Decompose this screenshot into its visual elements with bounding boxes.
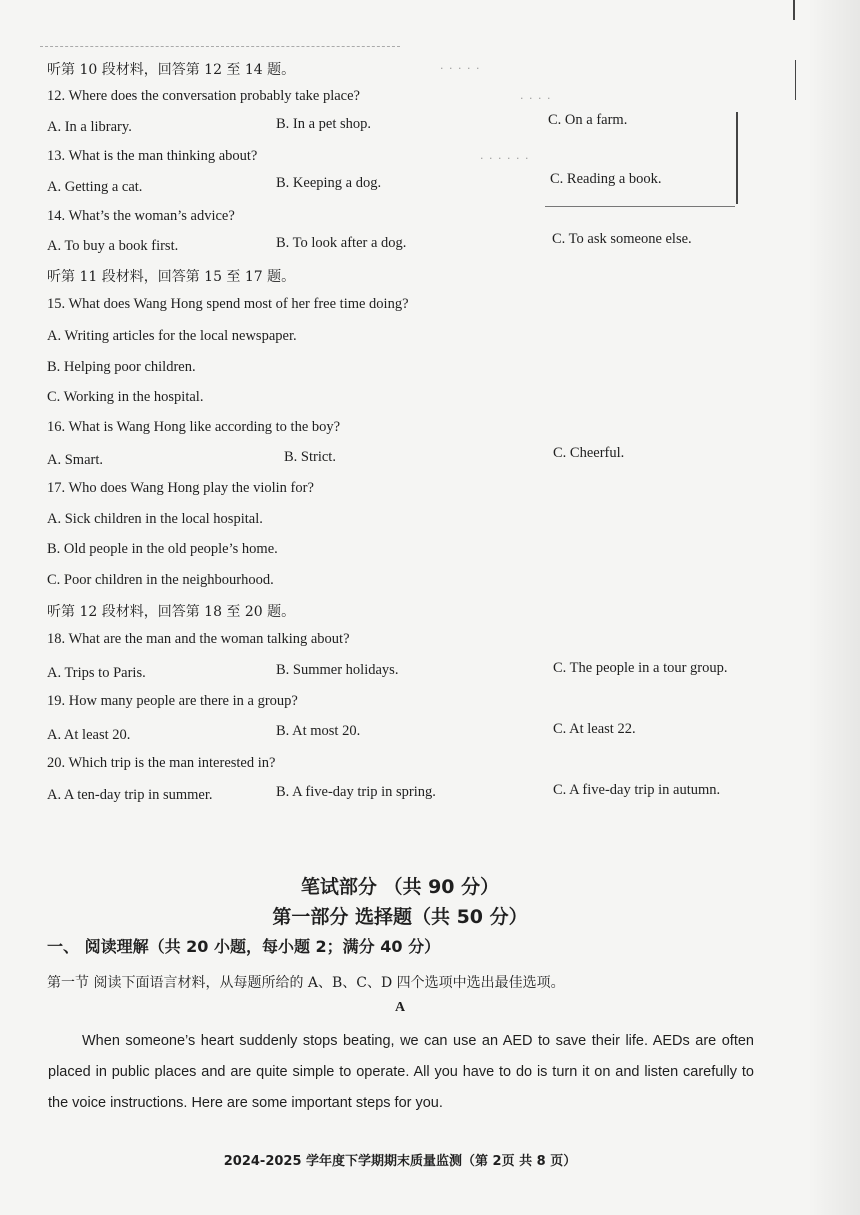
page-footer: 2024-2025 学年度下学期期末质量监测（第 2页 共 8 页） (223, 1154, 577, 1169)
option-a: A. Trips to Paris. (47, 665, 146, 681)
question-stem: 13. What is the man thinking about? (47, 148, 258, 164)
option-a: A. Writing articles for the local newspaper. (47, 328, 297, 344)
scan-bar (736, 112, 738, 204)
question-stem: 14. What’s the woman’s advice? (47, 208, 235, 224)
section-instruction: 第一节 阅读下面语言材料，从每题所给的 A、B、C、D 四个选项中选出最佳选项。 (47, 975, 565, 991)
option-c: C. To ask someone else. (552, 231, 692, 247)
written-part-title: 笔试部分 （共 90 分） (300, 876, 500, 898)
option-b: B. At most 20. (276, 723, 361, 739)
scan-rule (545, 206, 735, 207)
option-a: A. Smart. (47, 452, 103, 468)
question-stem: 20. Which trip is the man interested in? (47, 755, 276, 771)
option-c: C. Working in the hospital. (47, 389, 204, 405)
option-a: A. In a library. (47, 119, 132, 135)
section-heading: 听第 11 段材料，回答第 15 至 17 题。 (47, 269, 296, 285)
reading-section-heading: 一、 阅读理解（共 20 小题，每小题 2；满分 40 分） (47, 937, 441, 956)
section-heading: 听第 12 段材料，回答第 18 至 20 题。 (47, 604, 296, 620)
option-b: B. Old people in the old people’s home. (47, 541, 278, 557)
passage-label: A (394, 1000, 406, 1015)
option-c: C. The people in a tour group. (553, 660, 728, 676)
question-stem: 16. What is Wang Hong like according to the boy? (47, 419, 341, 435)
option-b: B. To look after a dog. (276, 235, 407, 251)
part-one-title: 第一部分 选择题（共 50 分） (272, 906, 528, 928)
option-b: B. Strict. (284, 449, 336, 465)
option-b: B. In a pet shop. (276, 116, 372, 132)
option-c: C. Reading a book. (550, 171, 662, 187)
option-c: C. At least 22. (553, 721, 636, 737)
option-a: A. To buy a book first. (47, 238, 179, 254)
top-dashed-rule (40, 46, 400, 47)
question-stem: 18. What are the man and the woman talking about? (47, 631, 350, 647)
bleed-through-mark: · · · · · · (480, 152, 530, 165)
scan-bar (795, 60, 796, 100)
option-c: C. Cheerful. (553, 445, 625, 461)
option-b: B. Helping poor children. (47, 359, 196, 375)
option-a: A. Getting a cat. (47, 179, 143, 195)
option-a: A. A ten-day trip in summer. (47, 787, 213, 803)
option-a: A. Sick children in the local hospital. (47, 511, 263, 527)
question-stem: 17. Who does Wang Hong play the violin for? (47, 480, 314, 496)
option-b: B. Keeping a dog. (276, 175, 382, 191)
question-stem: 12. Where does the conversation probably take place? (47, 88, 360, 104)
section-heading: 听第 10 段材料，回答第 12 至 14 题。 (47, 62, 296, 78)
option-c: C. On a farm. (548, 112, 628, 128)
bleed-through-mark: · · · · (520, 92, 552, 105)
option-c: C. Poor children in the neighbourhood. (47, 572, 274, 588)
option-b: B. Summer holidays. (276, 662, 399, 678)
question-stem: 15. What does Wang Hong spend most of her free time doing? (47, 296, 409, 312)
question-stem: 19. How many people are there in a group? (47, 693, 298, 709)
option-a: A. At least 20. (47, 727, 131, 743)
page-edge-shadow (808, 0, 860, 1215)
option-b: B. A five-day trip in spring. (276, 784, 436, 800)
option-c: C. A five-day trip in autumn. (553, 782, 721, 798)
scan-bar (793, 0, 795, 20)
passage-paragraph: When someone’s heart suddenly stops beating, we can use an AED to save their life. AEDs are often placed in public places and are quite simple to operate. All you have to do is turn it on and listen carefully to the voice instructions. Here are some important steps for you. (48, 1033, 754, 1111)
bleed-through-mark: · · · · · (440, 62, 481, 75)
